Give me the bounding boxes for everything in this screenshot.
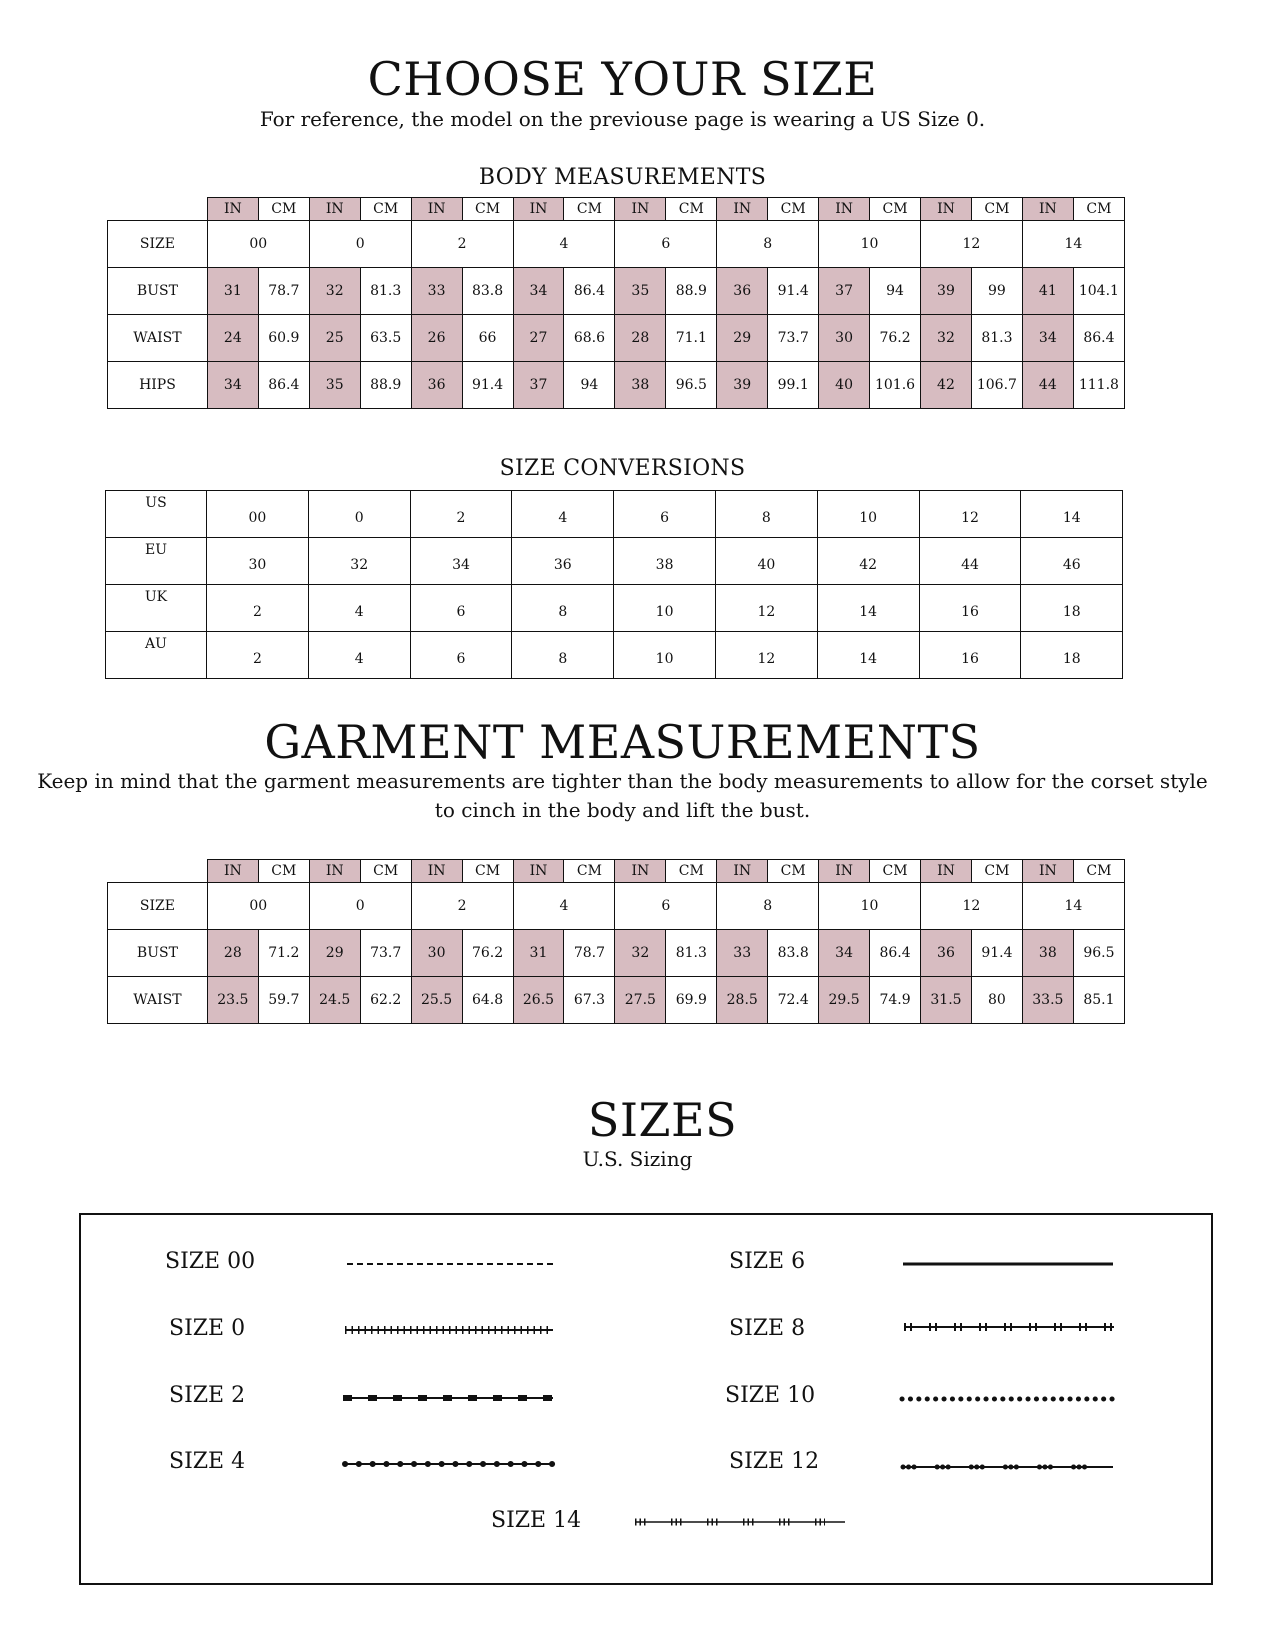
size-value: 6 [615,221,717,268]
unit-cm-header: CM [768,198,819,221]
conversion-value: 2 [207,585,309,632]
conversion-value: 18 [1021,585,1123,632]
inch-value: 28 [615,315,666,362]
sizes-subtitle: U.S. Sizing [582,1147,693,1171]
size-row-label: SIZE [108,221,208,268]
conversion-value: 2 [207,632,309,679]
inch-value: 31 [207,268,258,315]
cm-value: 71.2 [258,930,309,977]
unit-in-header: IN [411,860,462,883]
size-value: 10 [819,221,921,268]
cm-value: 88.9 [360,362,411,409]
unit-cm-header: CM [768,860,819,883]
row-label: BUST [108,930,208,977]
inch-value: 30 [819,315,870,362]
unit-in-header: IN [717,860,768,883]
inch-value: 28.5 [717,977,768,1024]
header-corner [108,860,208,883]
conversion-row-au [106,632,1123,679]
conversion-value: 14 [817,585,919,632]
unit-in-header: IN [819,860,870,883]
cm-value: 78.7 [564,930,615,977]
inch-value: 38 [1022,930,1073,977]
cm-value: 99 [971,268,1022,315]
cm-value: 111.8 [1073,362,1124,409]
cm-value: 62.2 [360,977,411,1024]
unit-in-header: IN [513,198,564,221]
conversion-value: 12 [715,585,817,632]
inch-value: 25.5 [411,977,462,1024]
inch-value: 33.5 [1022,977,1073,1024]
conversion-value: 8 [512,585,614,632]
row-label: WAIST [108,315,208,362]
conversion-value: 40 [715,538,817,585]
unit-in-header: IN [309,860,360,883]
cm-value: 86.4 [564,268,615,315]
inch-value: 36 [717,268,768,315]
cm-value: 72.4 [768,977,819,1024]
unit-cm-header: CM [462,860,513,883]
row-label: AU [106,632,207,679]
legend-label-size-0: SIZE 0 [169,1316,246,1341]
measurement-row-waist [108,315,1125,362]
sizes-title: SIZES [587,1093,738,1147]
cm-value: 86.4 [870,930,921,977]
unit-in-header: IN [1022,860,1073,883]
unit-cm-header: CM [870,860,921,883]
measurement-row-bust [108,930,1125,977]
legend-label-size-10: SIZE 10 [725,1383,816,1408]
cm-value: 67.3 [564,977,615,1024]
cm-value: 71.1 [666,315,717,362]
conversion-value: 0 [308,491,410,538]
inch-value: 34 [207,362,258,409]
cm-value: 76.2 [870,315,921,362]
unit-cm-header: CM [258,860,309,883]
inch-value: 35 [615,268,666,315]
conversion-value: 6 [410,585,512,632]
legend-label-size-14: SIZE 14 [491,1508,582,1533]
size-value: 2 [411,221,513,268]
conversion-value: 6 [614,491,716,538]
conversion-value: 12 [715,632,817,679]
unit-in-header: IN [513,860,564,883]
unit-in-header: IN [411,198,462,221]
conversion-value: 38 [614,538,716,585]
inch-value: 37 [819,268,870,315]
line-style-solid-icon [903,1260,1115,1270]
inch-value: 37 [513,362,564,409]
unit-cm-header: CM [564,860,615,883]
conversion-value: 4 [308,585,410,632]
row-label: WAIST [108,977,208,1024]
unit-header-row [108,198,1125,221]
conversion-value: 8 [715,491,817,538]
unit-in-header: IN [819,198,870,221]
cm-value: 94 [870,268,921,315]
measurement-row-hips [108,362,1125,409]
inch-value: 39 [921,268,972,315]
cm-value: 106.7 [971,362,1022,409]
cm-value: 91.4 [768,268,819,315]
conversion-value: 30 [207,538,309,585]
inch-value: 34 [1022,315,1073,362]
line-style-dense-dots-icon [902,1392,1116,1406]
inch-value: 28 [207,930,258,977]
inch-value: 42 [921,362,972,409]
unit-in-header: IN [717,198,768,221]
cm-value: 59.7 [258,977,309,1024]
unit-cm-header: CM [666,860,717,883]
inch-value: 38 [615,362,666,409]
cm-value: 66 [462,315,513,362]
conversion-value: 34 [410,538,512,585]
size-value: 4 [513,221,615,268]
line-style-triple-ticks-icon [635,1515,847,1529]
inch-value: 25 [309,315,360,362]
inch-value: 32 [615,930,666,977]
size-value: 6 [615,883,717,930]
unit-in-header: IN [1022,198,1073,221]
conversion-row-uk [106,585,1123,632]
inch-value: 31 [513,930,564,977]
legend-label-size-2: SIZE 2 [169,1383,246,1408]
inch-value: 36 [921,930,972,977]
unit-in-header: IN [921,860,972,883]
unit-cm-header: CM [971,860,1022,883]
unit-cm-header: CM [1073,198,1124,221]
line-style-triple-dots-icon [903,1460,1115,1474]
inch-value: 33 [411,268,462,315]
inch-value: 29 [309,930,360,977]
body-measurements-table [107,197,1125,409]
legend-label-size-8: SIZE 8 [729,1316,806,1341]
size-value: 14 [1022,221,1124,268]
inch-value: 26.5 [513,977,564,1024]
sizes-legend-box [79,1213,1213,1585]
conversion-value: 12 [919,491,1021,538]
inch-value: 27.5 [615,977,666,1024]
conversion-value: 16 [919,632,1021,679]
legend-label-size-6: SIZE 6 [729,1249,806,1274]
inch-value: 27 [513,315,564,362]
cm-value: 85.1 [1073,977,1124,1024]
unit-cm-header: CM [971,198,1022,221]
body-measurements-heading: BODY MEASUREMENTS [478,165,767,190]
inch-value: 44 [1022,362,1073,409]
inch-value: 32 [921,315,972,362]
cm-value: 74.9 [870,977,921,1024]
cm-value: 94 [564,362,615,409]
conversion-value: 16 [919,585,1021,632]
unit-header-row [108,860,1125,883]
row-label: BUST [108,268,208,315]
size-value: 0 [309,883,411,930]
line-style-fine-ticks-icon [345,1323,555,1337]
inch-value: 41 [1022,268,1073,315]
conversion-value: 4 [308,632,410,679]
inch-value: 33 [717,930,768,977]
legend-label-size-4: SIZE 4 [169,1449,246,1474]
cm-value: 73.7 [360,930,411,977]
inch-value: 32 [309,268,360,315]
size-value: 10 [819,883,921,930]
cm-value: 104.1 [1073,268,1124,315]
cm-value: 81.3 [360,268,411,315]
conversion-value: 18 [1021,632,1123,679]
conversion-value: 00 [207,491,309,538]
cm-value: 96.5 [1073,930,1124,977]
cm-value: 86.4 [1073,315,1124,362]
cm-value: 101.6 [870,362,921,409]
line-style-dashed-icon [347,1257,557,1271]
cm-value: 83.8 [462,268,513,315]
page-title: CHOOSE YOUR SIZE [367,52,878,106]
line-style-dash-dot-icon [343,1391,555,1405]
size-value: 0 [309,221,411,268]
conversion-value: 32 [308,538,410,585]
size-conversions-heading: SIZE CONVERSIONS [499,456,746,481]
inch-value: 40 [819,362,870,409]
inch-value: 36 [411,362,462,409]
size-conversions-table [105,490,1123,679]
inch-value: 35 [309,362,360,409]
cm-value: 63.5 [360,315,411,362]
size-value: 00 [207,883,309,930]
inch-value: 26 [411,315,462,362]
conversion-value: 14 [817,632,919,679]
garment-note-line1: Keep in mind that the garment measurements are tighter than the body measurements to allow for the corset style [37,769,1208,793]
cm-value: 60.9 [258,315,309,362]
measurement-row-waist [108,977,1125,1024]
cm-value: 81.3 [971,315,1022,362]
size-row [108,883,1125,930]
cm-value: 68.6 [564,315,615,362]
garment-measurements-table [107,859,1125,1024]
line-style-dots-on-line-icon [345,1457,555,1471]
conversion-value: 10 [614,585,716,632]
garment-note-line2: to cinch in the body and lift the bust. [434,798,811,822]
size-value: 4 [513,883,615,930]
conversion-value: 42 [817,538,919,585]
cm-value: 88.9 [666,268,717,315]
header-corner [108,198,208,221]
size-value: 8 [717,883,819,930]
cm-value: 99.1 [768,362,819,409]
cm-value: 69.9 [666,977,717,1024]
inch-value: 29.5 [819,977,870,1024]
inch-value: 31.5 [921,977,972,1024]
conversion-value: 36 [512,538,614,585]
cm-value: 86.4 [258,362,309,409]
cm-value: 78.7 [258,268,309,315]
unit-cm-header: CM [360,860,411,883]
cm-value: 73.7 [768,315,819,362]
unit-in-header: IN [615,198,666,221]
size-value: 12 [921,883,1023,930]
conversion-value: 10 [614,632,716,679]
inch-value: 30 [411,930,462,977]
conversion-value: 10 [817,491,919,538]
unit-cm-header: CM [666,198,717,221]
garment-title: GARMENT MEASUREMENTS [264,715,981,769]
line-style-paired-ticks-icon [904,1320,1116,1334]
cm-value: 81.3 [666,930,717,977]
unit-in-header: IN [615,860,666,883]
conversion-value: 14 [1021,491,1123,538]
unit-cm-header: CM [360,198,411,221]
row-label: EU [106,538,207,585]
unit-cm-header: CM [870,198,921,221]
unit-cm-header: CM [258,198,309,221]
unit-cm-header: CM [462,198,513,221]
cm-value: 96.5 [666,362,717,409]
inch-value: 29 [717,315,768,362]
unit-in-header: IN [309,198,360,221]
unit-in-header: IN [207,860,258,883]
cm-value: 80 [971,977,1022,1024]
row-label: HIPS [108,362,208,409]
page-subtitle: For reference, the model on the previouse page is wearing a US Size 0. [259,107,986,131]
inch-value: 34 [819,930,870,977]
row-label: UK [106,585,207,632]
unit-in-header: IN [207,198,258,221]
conversion-value: 4 [512,491,614,538]
inch-value: 23.5 [207,977,258,1024]
row-label: US [106,491,207,538]
conversion-value: 44 [919,538,1021,585]
cm-value: 64.8 [462,977,513,1024]
unit-cm-header: CM [1073,860,1124,883]
unit-in-header: IN [921,198,972,221]
conversion-row-us [106,491,1123,538]
cm-value: 76.2 [462,930,513,977]
conversion-value: 46 [1021,538,1123,585]
conversion-value: 8 [512,632,614,679]
unit-cm-header: CM [564,198,615,221]
size-row [108,221,1125,268]
legend-label-size-00: SIZE 00 [165,1249,256,1274]
cm-value: 83.8 [768,930,819,977]
conversion-value: 6 [410,632,512,679]
size-value: 2 [411,883,513,930]
conversion-value: 2 [410,491,512,538]
size-value: 8 [717,221,819,268]
size-value: 14 [1022,883,1124,930]
legend-label-size-12: SIZE 12 [729,1449,820,1474]
inch-value: 34 [513,268,564,315]
size-value: 00 [207,221,309,268]
cm-value: 91.4 [462,362,513,409]
size-row-label: SIZE [108,883,208,930]
size-value: 12 [921,221,1023,268]
measurement-row-bust [108,268,1125,315]
conversion-row-eu [106,538,1123,585]
inch-value: 39 [717,362,768,409]
cm-value: 91.4 [971,930,1022,977]
inch-value: 24 [207,315,258,362]
inch-value: 24.5 [309,977,360,1024]
